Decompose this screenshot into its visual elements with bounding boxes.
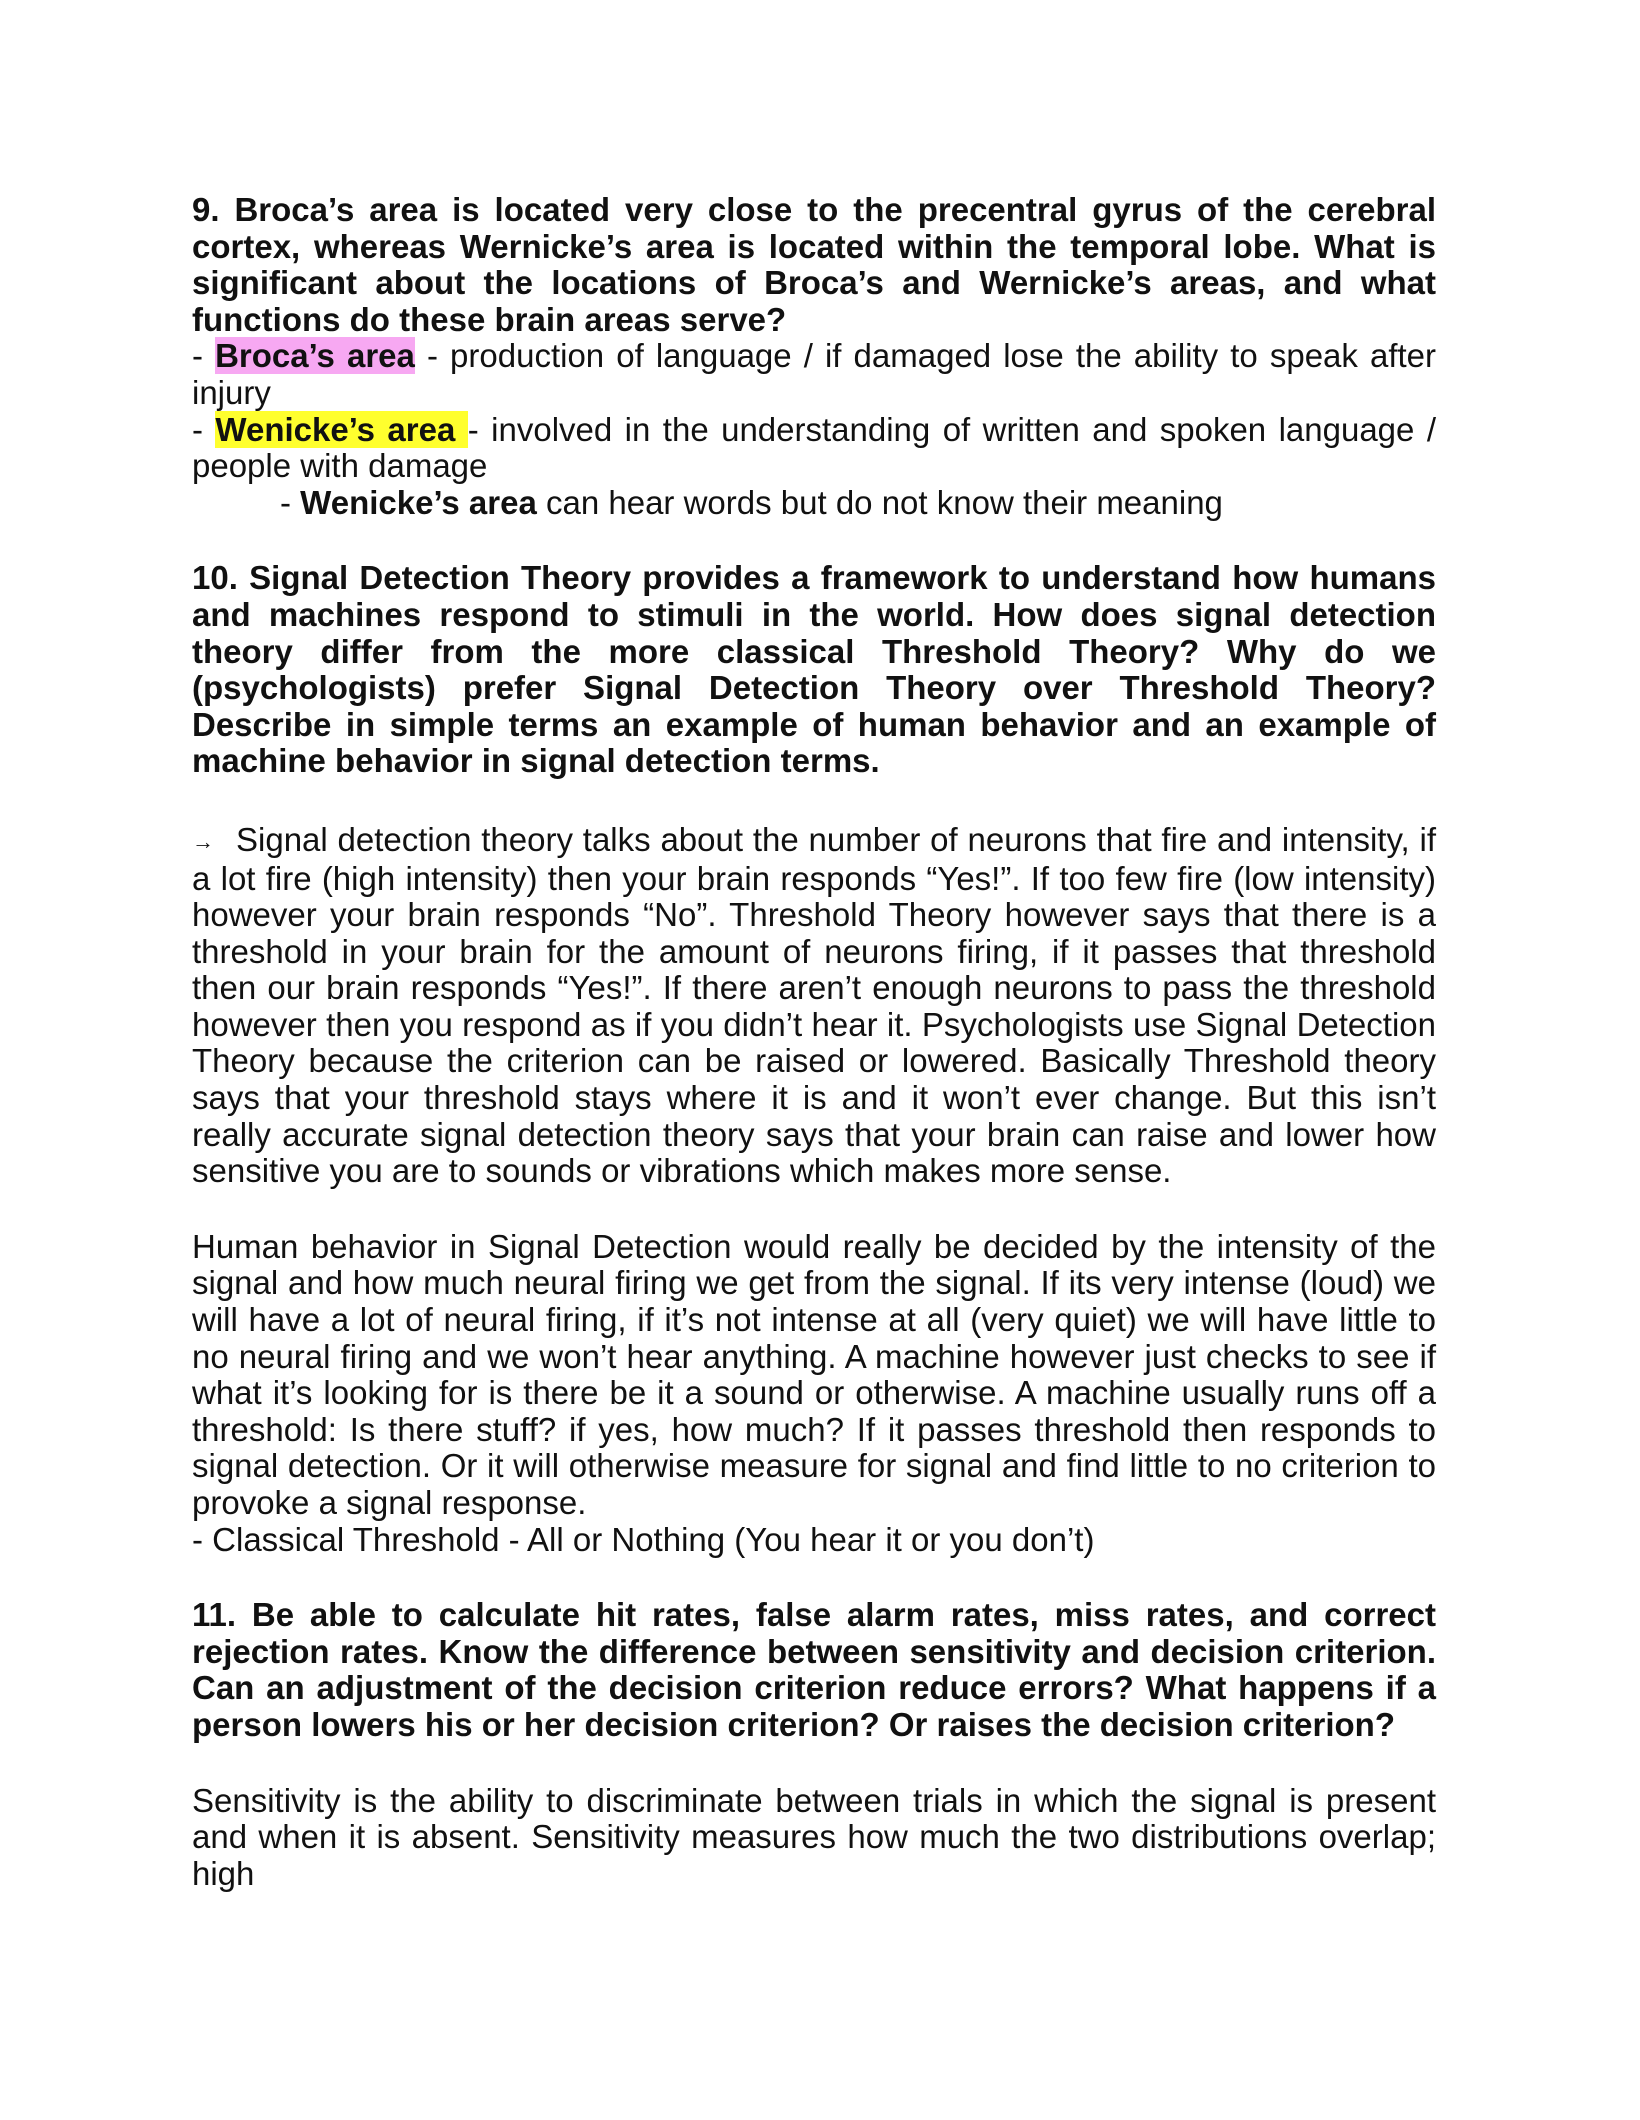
- q10-answer-1-text: Signal detection theory talks about the number of neurons that fire and intensity, if a lot fire (high intensity) then your brain responds “Yes!”. If too few fire (low intensity) however your brain responds “No”. Threshold Theory however says that there is a threshold in your brain for the amount of neurons firing, if it passes that threshold then our brain responds “Yes!”. If there aren’t enough neurons to pass the threshold however then you respond as if you didn’t hear it. Psychologists use Signal Detection Theory because the criterion can be raised or lowered. Basically Threshold theory says that your threshold stays where it is and it won’t ever change. But this isn’t really accurate signal detection theory says that your brain can raise and lower how sensitive you are to sounds or vibrations which makes more sense.: [192, 820, 1436, 1190]
- q10-answer-1: [192, 822, 1436, 1190]
- q11-answer: Sensitivity is the ability to discriminate between trials in which the signal is present and when it is absent. Sensitivity measures how much the two distributions overlap; high: [192, 1781, 1436, 1892]
- sub-dash: -: [280, 483, 301, 521]
- question-9: 9. Broca’s area is located very close to the precentral gyrus of the cerebral cortex, whereas Wernicke’s area is located within the temporal lobe. What is significant about the locations of Broca’s and Wernicke’s areas, and what functions do these brain areas serve?: [192, 191, 1436, 338]
- spacer: [192, 1744, 1436, 1783]
- sub-text: can hear words but do not know their meaning: [536, 483, 1223, 521]
- question-11: 11. Be able to calculate hit rates, false alarm rates, miss rates, and correct rejection rates. Know the difference between sensitivity and decision criterion. Can an adjustment of the decision criterion reduce errors? What happens if a person lowers his or her decision criterion? Or raises the decision criterion?: [192, 1596, 1436, 1743]
- spacer: [192, 521, 1436, 560]
- broca-answer: [192, 338, 1436, 411]
- broca-term: Broca’s area: [215, 337, 415, 375]
- wernicke-dash: -: [192, 410, 216, 448]
- spacer: [192, 1190, 1436, 1229]
- document-page: [192, 192, 1436, 1892]
- sub-term: Wenicke’s area: [300, 483, 537, 521]
- spacer: [192, 780, 1436, 822]
- question-10: 10. Signal Detection Theory provides a framework to understand how humans and machines respond to stimuli in the world. How does signal detection theory differ from the more classical Threshold Theory? Why do we (psychologists) prefer Signal Detection Theory over Threshold Theory? Describe in simple terms an example of human behavior and an example of machine behavior in signal detection terms.: [192, 559, 1436, 780]
- broca-dash: -: [192, 337, 216, 375]
- spacer: [192, 1558, 1436, 1597]
- q10-answer-3: - Classical Threshold - All or Nothing (You hear it or you don’t): [192, 1520, 1095, 1558]
- wernicke-answer: [192, 412, 1436, 485]
- wernicke-text: - involved in the understanding of written and spoken language / people with damage: [192, 410, 1436, 485]
- broca-text: - production of language / if damaged lose the ability to speak after injury: [192, 337, 1437, 411]
- q10-answer-2: Human behavior in Signal Detection would really be decided by the intensity of the signal and how much neural firing we get from the signal. If its very intense (loud) we will have a lot of neural firing, if it’s not intense at all (very quiet) we will have little to no neural firing and we won’t hear anything. A machine however just checks to see if what it’s looking for is there be it a sound or otherwise. A machine usually runs off a threshold: Is there stuff? if yes, how much? If it passes threshold then responds to signal detection. Or it will otherwise measure for signal and find little to no criterion to provoke a signal response.: [192, 1227, 1436, 1521]
- arrow-icon: →: [192, 828, 214, 854]
- wernicke-term: Wenicke’s area: [215, 410, 468, 448]
- wernicke-sub-answer: [192, 485, 1436, 522]
